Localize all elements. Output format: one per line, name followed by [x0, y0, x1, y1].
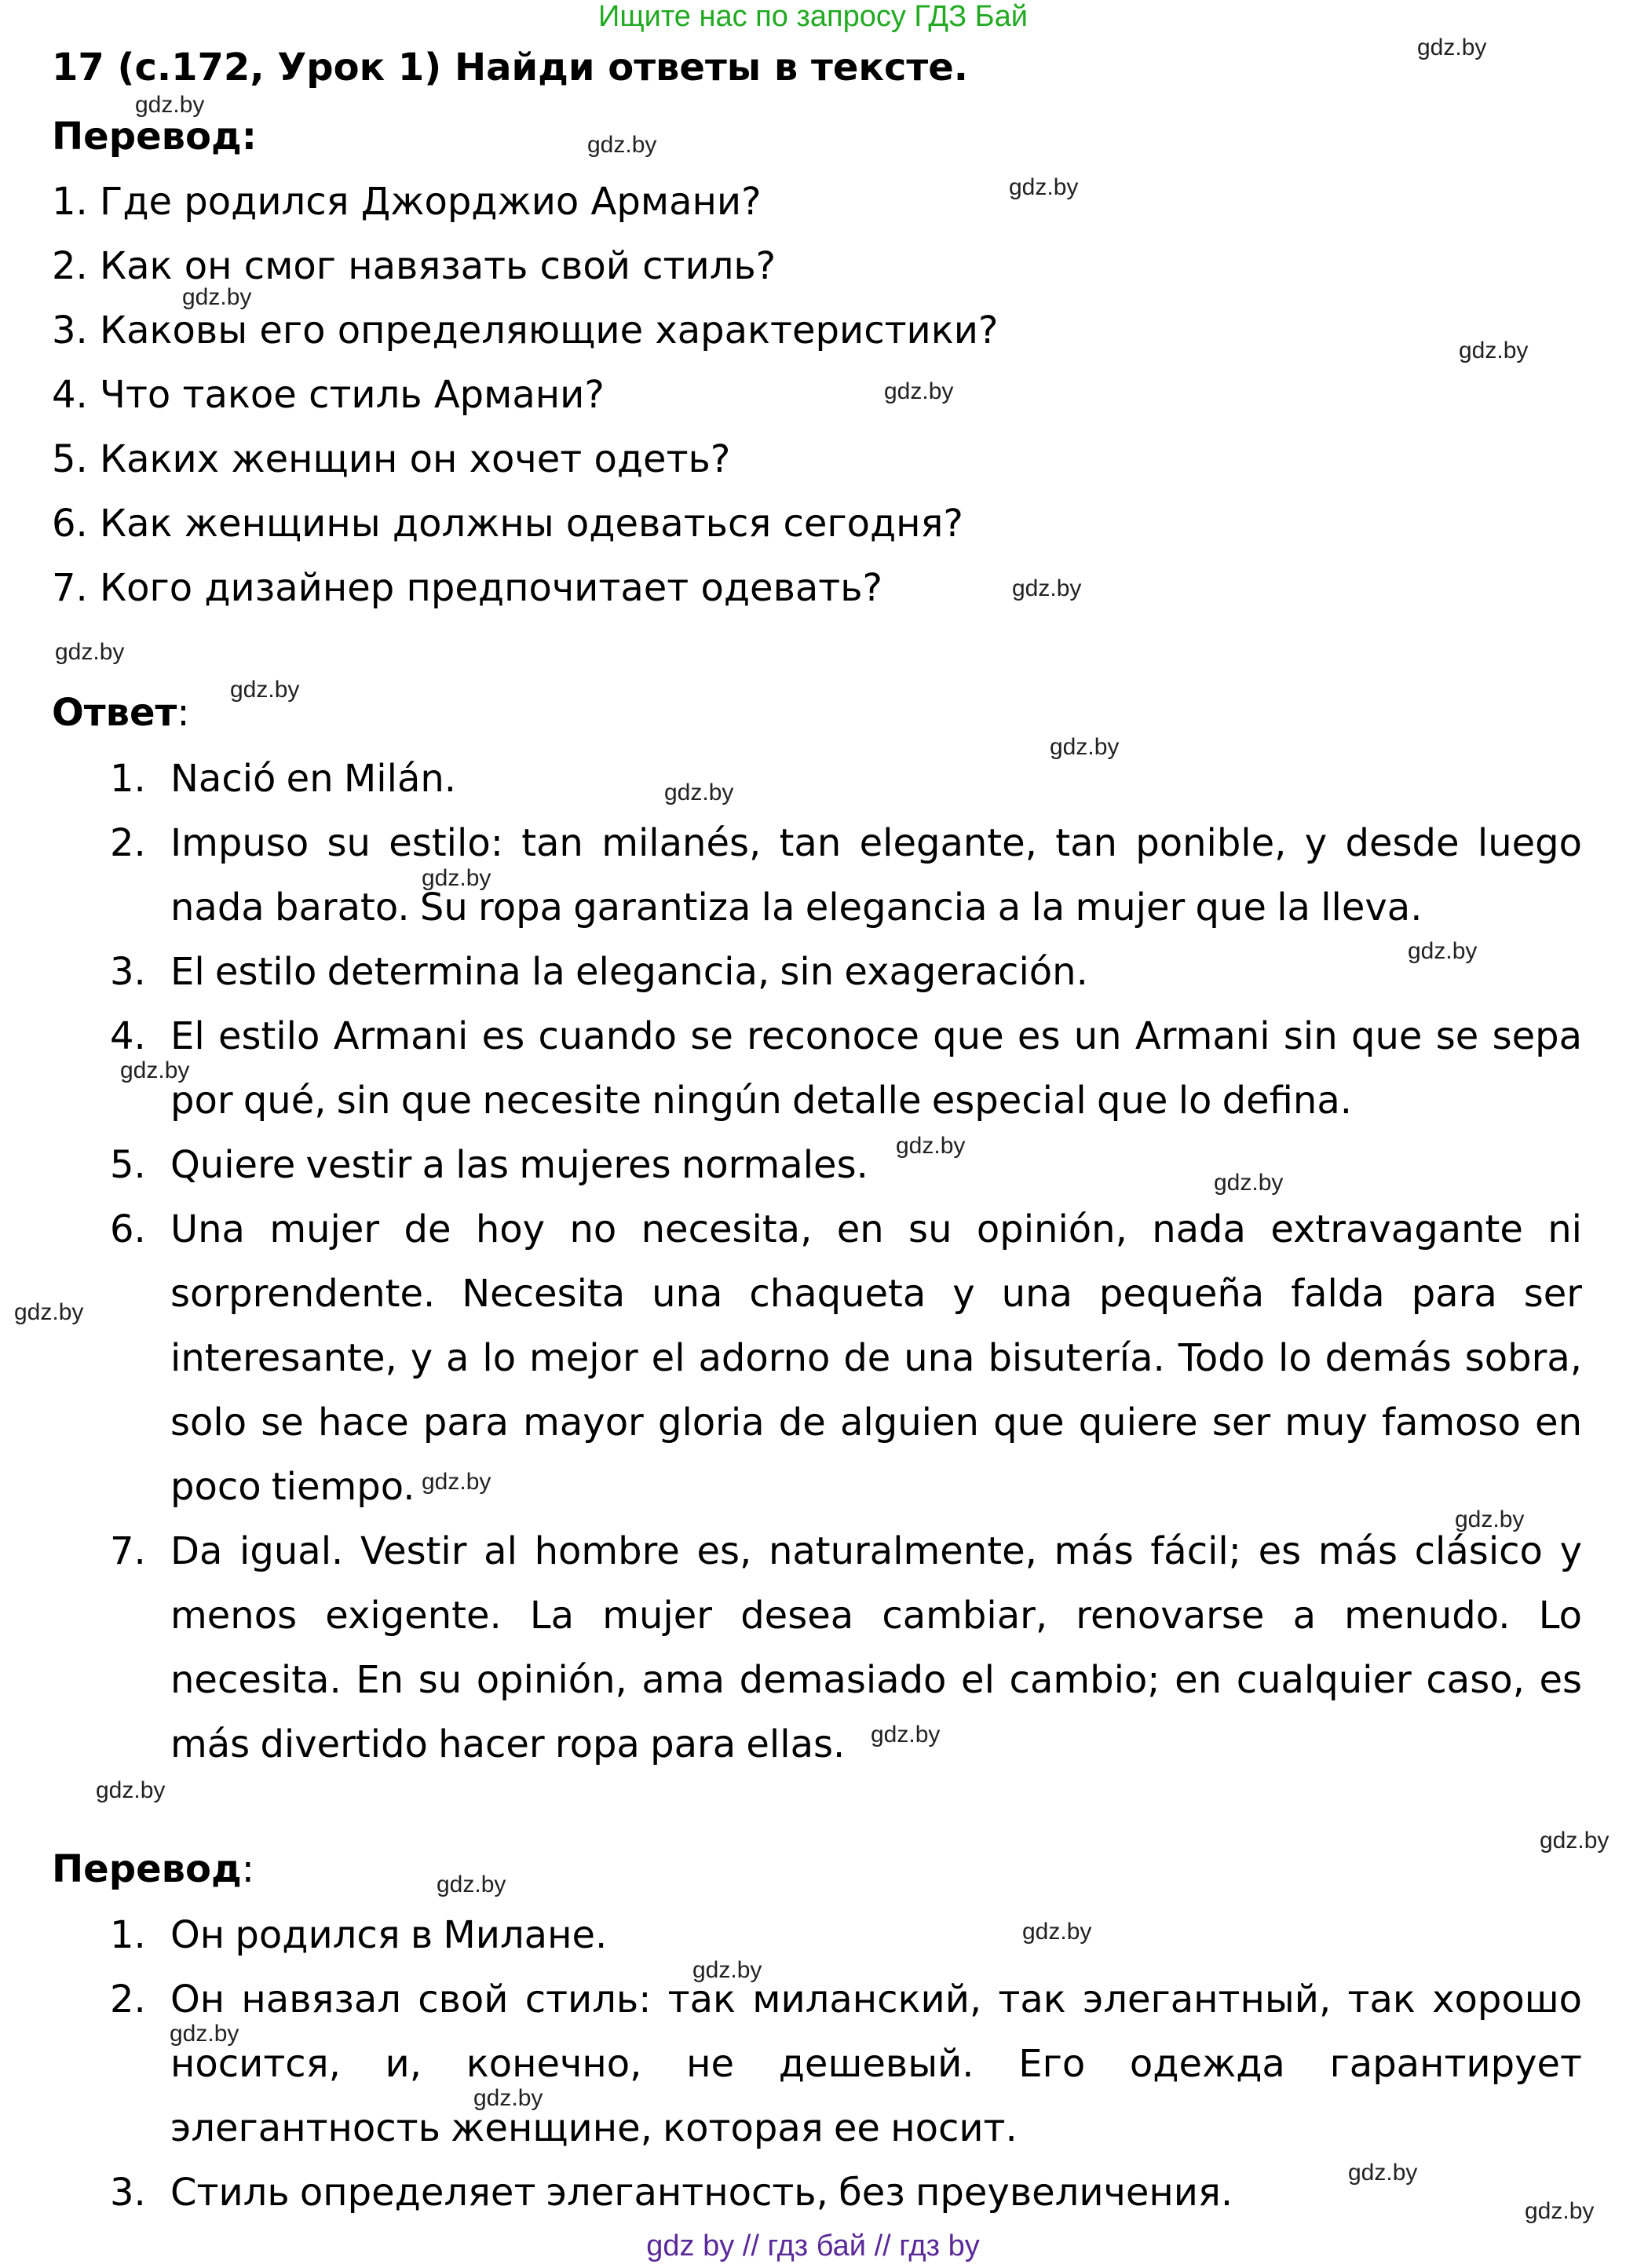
- watermark: gdz.by: [871, 1722, 941, 1748]
- watermark: gdz.by: [664, 780, 734, 805]
- answer-number: 2.: [110, 821, 146, 865]
- exercise-title: 17 (с.172, Урок 1) Найди ответы в тексте.: [52, 46, 969, 89]
- watermark: gdz.by: [896, 1133, 966, 1159]
- answer-item: [110, 1519, 1582, 1777]
- watermark: gdz.by: [473, 2085, 543, 2111]
- answer-heading-colon: :: [177, 691, 190, 735]
- translation-item: [110, 1967, 1582, 2160]
- watermark: gdz.by: [1540, 1828, 1610, 1853]
- watermark: gdz.by: [14, 1299, 84, 1325]
- watermark: gdz.by: [55, 639, 125, 665]
- answer-text: El estilo determina la elegancia, sin exageración.: [170, 950, 1088, 994]
- answer-list: [110, 747, 1582, 1777]
- footer-links: gdz by // гдз бай // гдз by: [646, 2230, 980, 2263]
- watermark: gdz.by: [1459, 338, 1529, 363]
- watermark: gdz.by: [1050, 734, 1120, 760]
- question-item: 4. Что такое стиль Армани?: [52, 373, 605, 417]
- question-item: 6. Как женщины должны одеваться сегодня?: [52, 502, 963, 546]
- watermark: gdz.by: [587, 132, 657, 158]
- watermark: gdz.by: [120, 1057, 190, 1083]
- question-item: 3. Каковы его определяющие характеристики?: [52, 309, 999, 352]
- answer-text: Quiere vestir a las mujeres normales.: [170, 1143, 868, 1187]
- watermark: gdz.by: [437, 1872, 506, 1897]
- translation-number: 3.: [110, 2171, 146, 2215]
- question-item: 1. Где родился Джорджио Армани?: [52, 180, 762, 224]
- watermark: gdz.by: [135, 92, 205, 118]
- watermark: gdz.by: [182, 284, 252, 310]
- question-item: 5. Каких женщин он хочет одеть?: [52, 437, 731, 481]
- watermark: gdz.by: [1012, 575, 1082, 601]
- answer-heading: [52, 691, 190, 735]
- watermark: gdz.by: [1009, 174, 1079, 200]
- answer-heading-label: Ответ: [52, 691, 177, 735]
- answer-text: Impuso su estilo: tan milanés, tan elegante, tan ponible, y desde luego nada barato. Su ropa garantiza la elegancia a la mujer que la lleva.: [170, 821, 1582, 929]
- answer-item: [110, 1133, 1582, 1197]
- translation2-heading: [52, 1847, 254, 1891]
- watermark: gdz.by: [884, 378, 954, 404]
- search-banner: Ищите нас по запросу ГДЗ Бай: [598, 0, 1028, 33]
- watermark: gdz.by: [1455, 1507, 1525, 1532]
- translation-text: Он навязал свой стиль: так миланский, так элегантный, так хорошо носится, и, конечно, не дешевый. Его одежда гарантирует элегантность женщине, которая ее носит.: [170, 1978, 1582, 2150]
- question-list: [52, 170, 998, 620]
- watermark: gdz.by: [1417, 35, 1487, 60]
- translation-text: Стиль определяет элегантность, без преувеличения.: [170, 2171, 1233, 2215]
- watermark: gdz.by: [1408, 938, 1478, 964]
- answer-number: 6.: [110, 1207, 146, 1251]
- translation-item: [110, 1903, 1582, 1967]
- watermark: gdz.by: [692, 1957, 762, 1983]
- answer-number: 1.: [110, 757, 146, 801]
- answer-text: Nació en Milán.: [170, 757, 457, 801]
- answer-text: El estilo Armani es cuando se reconoce que es un Armani sin que se sepa por qué, sin que necesite ningún detalle especial que lo defina.: [170, 1014, 1582, 1123]
- translation2-heading-colon: :: [241, 1847, 254, 1891]
- question-item: 2. Как он смог навязать свой стиль?: [52, 244, 776, 288]
- translation-number: 2.: [110, 1978, 146, 2021]
- translation-number: 1.: [110, 1913, 146, 1957]
- watermark: gdz.by: [1214, 1170, 1284, 1196]
- answer-number: 7.: [110, 1529, 146, 1573]
- watermark: gdz.by: [230, 677, 300, 703]
- watermark: gdz.by: [1348, 2160, 1418, 2186]
- watermark: gdz.by: [1022, 1919, 1092, 1945]
- question-item: 7. Кого дизайнер предпочитает одевать?: [52, 566, 883, 610]
- answer-number: 4.: [110, 1014, 146, 1058]
- answer-item: [110, 940, 1582, 1004]
- answer-item: [110, 1004, 1582, 1133]
- translation-heading: Перевод:: [52, 115, 257, 159]
- answer-item: [110, 1197, 1582, 1519]
- watermark: gdz.by: [96, 1777, 166, 1803]
- watermark: gdz.by: [422, 1469, 491, 1495]
- translation2-heading-label: Перевод: [52, 1847, 242, 1891]
- translation-text: Он родился в Милане.: [170, 1913, 608, 1957]
- watermark: gdz.by: [170, 2021, 239, 2047]
- answer-number: 3.: [110, 950, 146, 994]
- answer-item: [110, 747, 1582, 811]
- watermark: gdz.by: [1525, 2198, 1595, 2224]
- watermark: gdz.by: [422, 865, 491, 891]
- answer-number: 5.: [110, 1143, 146, 1187]
- answer-item: [110, 811, 1582, 940]
- answer-text: Una mujer de hoy no necesita, en su opinión, nada extravagante ni sorprendente. Necesita una chaqueta y una pequeña falda para ser interesante, y a lo mejor el adorno de una bisutería. Todo lo demás sobra, solo se hace para mayor gloria de alguien que quiere ser muy famoso en poco tiempo.: [170, 1207, 1582, 1509]
- answer-text: Da igual. Vestir al hombre es, naturalmente, más fácil; es más clásico y menos exigente. La mujer desea cambiar, renovarse a menudo. Lo necesita. En su opinión, ama demasiado el cambio; en cualquier caso, es más divertido hacer ropa para ellas.: [170, 1529, 1582, 1766]
